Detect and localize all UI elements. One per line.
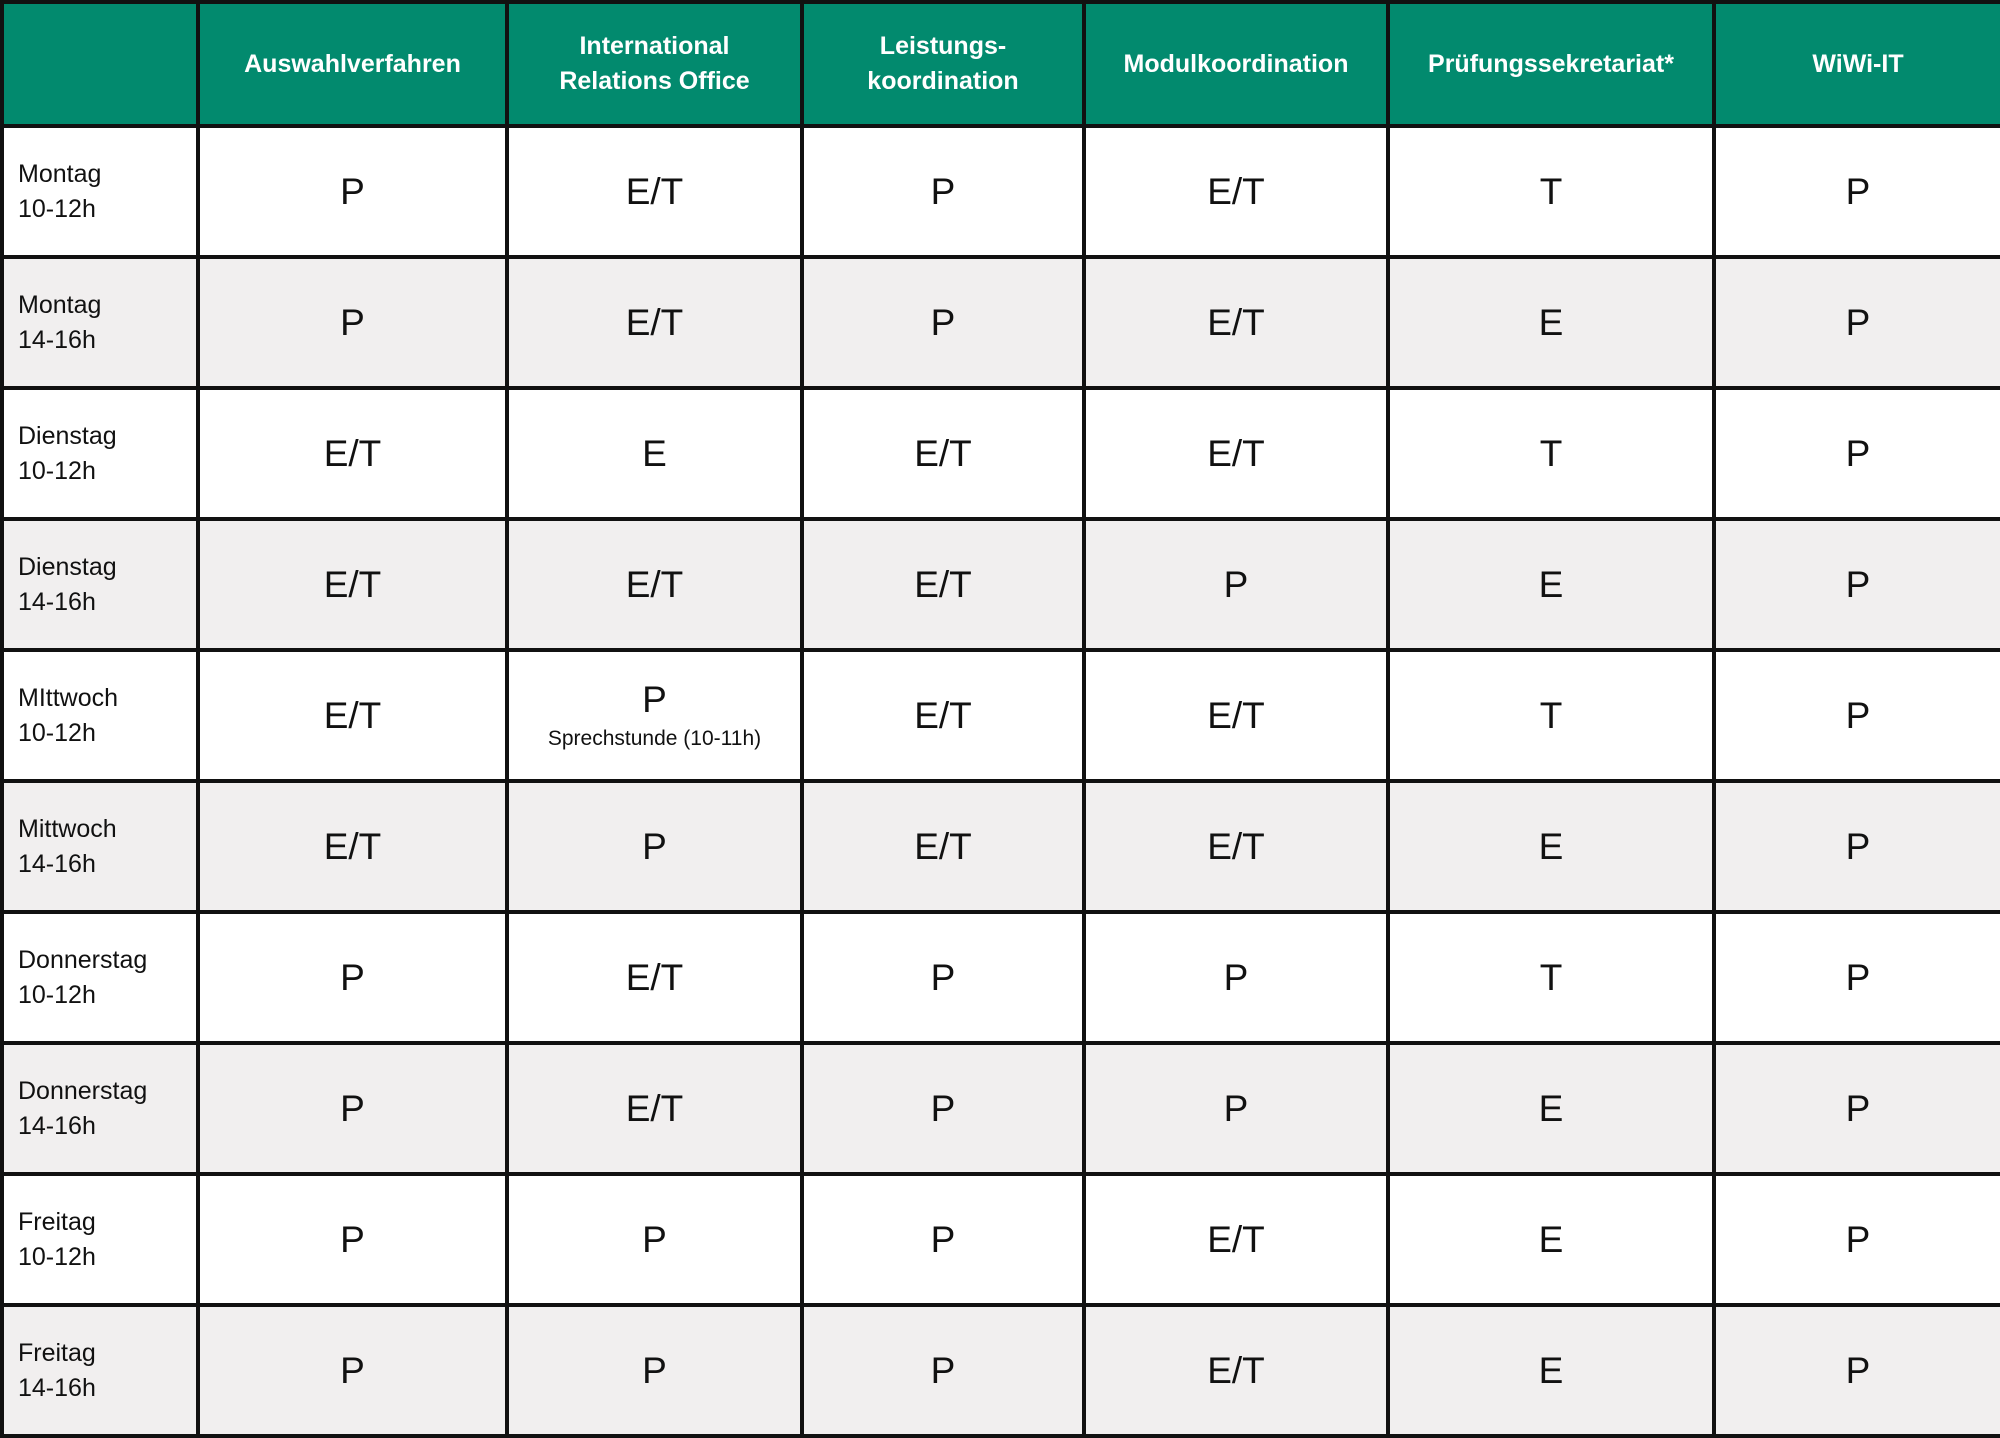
column-header-label: WiWi-IT [1812, 49, 1904, 78]
table-cell [507, 912, 802, 1043]
row-time-label: 10-12h [18, 718, 96, 747]
cell-value: P [930, 301, 956, 343]
table-cell [802, 519, 1084, 650]
cell-value: P [930, 1349, 956, 1391]
cell-value: T [1539, 432, 1563, 474]
column-header-label: Relations Office [559, 67, 750, 95]
cell-value: P [930, 1218, 956, 1260]
cell-value: P [1845, 301, 1871, 343]
row-day-label: Mittwoch [18, 814, 117, 843]
cell-value: T [1539, 694, 1563, 736]
table-cell [1388, 388, 1714, 519]
table-cell [507, 781, 802, 912]
table-cell [1714, 650, 2000, 781]
table-cell [198, 257, 507, 388]
table-cell [1388, 126, 1714, 257]
table-cell [507, 388, 802, 519]
table-cell [802, 1043, 1084, 1174]
row-label-cell [2, 388, 198, 519]
cell-value: P [1845, 1087, 1871, 1129]
row-time-label: 10-12h [18, 1242, 96, 1271]
row-time-label: 14-16h [18, 849, 96, 878]
table-cell [1714, 126, 2000, 257]
row-label-cell [2, 519, 198, 650]
table-cell [507, 126, 802, 257]
cell-value: P [1845, 170, 1871, 212]
row-time-label: 14-16h [18, 325, 96, 354]
row-time-label: 10-12h [18, 980, 96, 1009]
row-time-label: 10-12h [18, 456, 96, 485]
table-row [2, 1043, 2000, 1174]
table-cell [1388, 1305, 1714, 1436]
table-row [2, 1305, 2000, 1436]
row-day-label: Montag [18, 159, 102, 188]
table-row [2, 781, 2000, 912]
table-cell [1714, 257, 2000, 388]
table-cell [802, 912, 1084, 1043]
cell-value: E [1538, 301, 1564, 343]
cell-value: E/T [1207, 1218, 1265, 1260]
table-cell [1084, 126, 1388, 257]
cell-value: E/T [1207, 170, 1265, 212]
table-row [2, 650, 2000, 781]
cell-value: E/T [1207, 301, 1265, 343]
row-label-cell [2, 912, 198, 1043]
row-day-label: Donnerstag [18, 1076, 148, 1105]
cell-value: P [1845, 825, 1871, 867]
table-cell [198, 519, 507, 650]
cell-value: P [340, 956, 365, 998]
row-day-label: MIttwoch [18, 683, 119, 712]
cell-value: P [1845, 1349, 1871, 1391]
cell-value: E/T [1207, 825, 1265, 867]
table-cell [1714, 1043, 2000, 1174]
table-cell [802, 257, 1084, 388]
row-label-cell [2, 257, 198, 388]
table-cell [1388, 781, 1714, 912]
table-cell [1084, 912, 1388, 1043]
cell-value: E/T [323, 694, 382, 736]
cell-value: P [340, 1218, 365, 1260]
table-cell [1714, 1174, 2000, 1305]
cell-value: P [642, 825, 667, 867]
column-header-label: Prüfungssekretariat* [1428, 49, 1674, 78]
table-row [2, 912, 2000, 1043]
cell-value: P [1223, 563, 1249, 605]
table-cell [1084, 257, 1388, 388]
row-label-cell [2, 1043, 198, 1174]
column-header-label: International [579, 32, 730, 60]
row-label-cell [2, 126, 198, 257]
table-cell [1084, 1043, 1388, 1174]
table-cell [1084, 388, 1388, 519]
table-row [2, 388, 2000, 519]
column-header-label: Modulkoordination [1123, 49, 1349, 78]
cell-value: E/T [323, 563, 382, 605]
table-cell [1714, 781, 2000, 912]
table-cell [1714, 388, 2000, 519]
table-cell [1388, 1043, 1714, 1174]
cell-value: T [1539, 170, 1563, 212]
table-cell [507, 1174, 802, 1305]
table-cell [1084, 650, 1388, 781]
cell-value: E [1538, 1218, 1564, 1260]
table-cell [802, 781, 1084, 912]
table-cell [198, 388, 507, 519]
table-row [2, 519, 2000, 650]
table-cell [198, 650, 507, 781]
column-header [1084, 2, 1388, 126]
table-cell [802, 650, 1084, 781]
table-cell [1388, 912, 1714, 1043]
row-day-label: Dienstag [18, 552, 117, 581]
cell-value: P [340, 1087, 365, 1129]
column-header [507, 2, 802, 126]
table-cell [1388, 650, 1714, 781]
table-cell [507, 257, 802, 388]
column-header [1714, 2, 2000, 126]
table-cell [1388, 1174, 1714, 1305]
table-cell [802, 388, 1084, 519]
cell-value: P [930, 170, 956, 212]
column-header-label: koordination [867, 67, 1019, 95]
table-cell [1388, 257, 1714, 388]
cell-value: E [642, 432, 667, 474]
table-cell [507, 650, 802, 781]
cell-value: P [1845, 956, 1871, 998]
cell-value: E/T [1207, 432, 1265, 474]
table-cell [802, 1174, 1084, 1305]
cell-value: E/T [625, 1087, 684, 1129]
column-header-label: Auswahlverfahren [244, 49, 461, 78]
cell-value: E/T [625, 301, 684, 343]
table-cell [198, 1043, 507, 1174]
row-day-label: Donnerstag [18, 945, 148, 974]
table-body [2, 126, 2000, 1436]
cell-value: E/T [323, 432, 382, 474]
table-cell [1714, 519, 2000, 650]
cell-value: E [1538, 563, 1564, 605]
table-cell [1084, 519, 1388, 650]
table-cell [198, 126, 507, 257]
table-cell [198, 1174, 507, 1305]
column-header [1388, 2, 1714, 126]
cell-value: E/T [625, 170, 684, 212]
cell-value: P [1223, 956, 1249, 998]
row-day-label: Freitag [18, 1338, 96, 1367]
table-row [2, 257, 2000, 388]
cell-value: E/T [914, 432, 972, 474]
cell-value: P [340, 301, 365, 343]
column-header [198, 2, 507, 126]
row-label-cell [2, 1305, 198, 1436]
row-time-label: 14-16h [18, 587, 96, 616]
cell-value: E/T [323, 825, 382, 867]
table-row [2, 1174, 2000, 1305]
cell-value: P [642, 1218, 667, 1260]
header-corner-cell [2, 2, 198, 126]
cell-value: P [1845, 432, 1871, 474]
cell-value: P [642, 1349, 667, 1391]
cell-value: P [642, 678, 667, 720]
row-label-cell [2, 1174, 198, 1305]
table-row [2, 126, 2000, 257]
row-time-label: 14-16h [18, 1373, 96, 1402]
cell-value: E [1538, 825, 1564, 867]
table-cell [1388, 519, 1714, 650]
row-time-label: 10-12h [18, 194, 96, 223]
table-cell [1714, 912, 2000, 1043]
table-cell [1714, 1305, 2000, 1436]
cell-value: T [1539, 956, 1563, 998]
table-cell [198, 1305, 507, 1436]
cell-note: Sprechstunde (10-11h) [547, 726, 762, 750]
table-cell [507, 519, 802, 650]
cell-value: P [930, 956, 956, 998]
row-day-label: Freitag [18, 1207, 96, 1236]
cell-value: P [1845, 1218, 1871, 1260]
cell-value: E/T [625, 563, 684, 605]
cell-value: E/T [625, 956, 684, 998]
cell-value: E/T [914, 694, 972, 736]
table-cell [802, 126, 1084, 257]
cell-value: P [1845, 694, 1871, 736]
cell-value: E/T [1207, 1349, 1265, 1391]
table-cell [802, 1305, 1084, 1436]
column-header [802, 2, 1084, 126]
cell-value: E [1538, 1087, 1564, 1129]
table-header-row [2, 2, 2000, 126]
table-cell [198, 781, 507, 912]
cell-value: E [1538, 1349, 1564, 1391]
row-time-label: 14-16h [18, 1111, 96, 1140]
table-cell [1084, 781, 1388, 912]
cell-value: E/T [914, 825, 972, 867]
row-label-cell [2, 781, 198, 912]
cell-value: P [1223, 1087, 1249, 1129]
row-label-cell [2, 650, 198, 781]
row-day-label: Montag [18, 290, 102, 319]
cell-value: P [340, 170, 365, 212]
column-header-label: Leistungs- [879, 32, 1007, 60]
table-cell [1084, 1305, 1388, 1436]
cell-value: E/T [1207, 694, 1265, 736]
table-cell [507, 1043, 802, 1174]
table-cell [198, 912, 507, 1043]
table-cell [507, 1305, 802, 1436]
table-cell [1084, 1174, 1388, 1305]
cell-value: P [340, 1349, 365, 1391]
cell-value: P [1845, 563, 1871, 605]
cell-value: P [930, 1087, 956, 1129]
cell-value: E/T [914, 563, 972, 605]
row-day-label: Dienstag [18, 421, 117, 450]
